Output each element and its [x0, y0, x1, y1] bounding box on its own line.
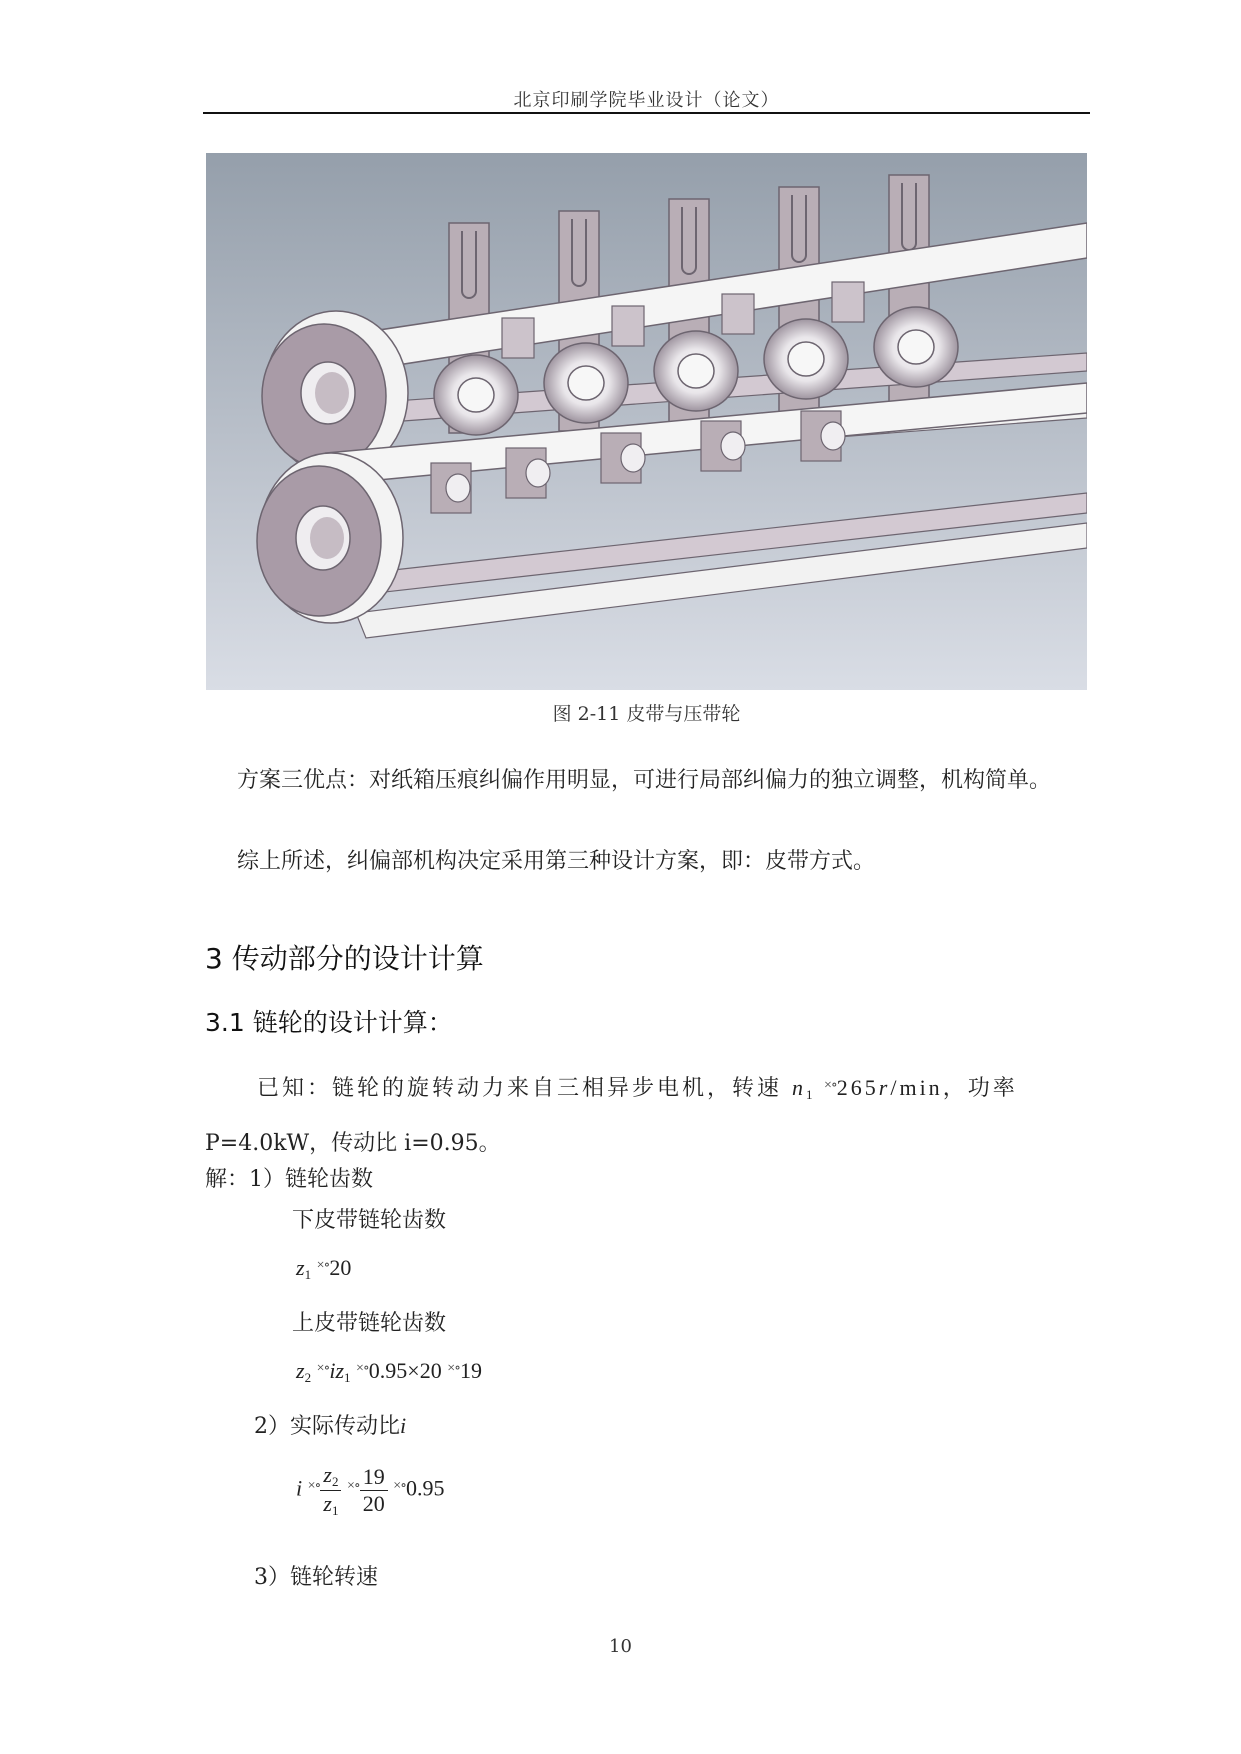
- z1-equation: $z_1$ ×∘20: [296, 1255, 352, 1282]
- ratio-fraction-z: $\frac{z_2}{z_1}$: [320, 1462, 341, 1519]
- step-3: 3）链轮转速: [254, 1565, 378, 1590]
- header-rule: [203, 112, 1090, 114]
- step-1: 解：1）链轮齿数: [205, 1167, 373, 1192]
- section-heading: 3 传动部分的设计计算: [205, 942, 484, 975]
- figure-caption: 图 2-11 皮带与压带轮: [552, 703, 741, 725]
- page-number: 10: [609, 1636, 632, 1657]
- belt-mechanism-illustration: [206, 153, 1087, 690]
- ratio-fraction-values: $\frac{19}{20}$: [360, 1464, 388, 1517]
- speed-formula: $n_1$ ×∘265r/min: [792, 1075, 943, 1102]
- z2-equation: $z_2$ $^{\times\circ}iz_1$ ×∘0.95×20 ×∘19: [296, 1358, 482, 1385]
- given-line-1: 已知：链轮的旋转动力来自三相异步电机，转速 $n_1$ ×∘265r/min，功率: [257, 1075, 1018, 1102]
- upper-sprocket-label: 上皮带链轮齿数: [292, 1311, 447, 1336]
- subsection-heading: 3.1 链轮的设计计算：: [205, 1008, 453, 1037]
- step-2: 2）实际传动比i: [254, 1413, 407, 1439]
- lower-sprocket-label: 下皮带链轮齿数: [292, 1208, 447, 1233]
- running-header: 北京印刷学院毕业设计（论文）: [513, 90, 780, 111]
- given-line-2: P=4.0kW，传动比 i=0.95。: [205, 1131, 501, 1156]
- lower-pulley: [257, 453, 403, 623]
- advantages-paragraph: 方案三优点：对纸箱压痕纠偏作用明显，可进行局部纠偏力的独立调整，机构简单。: [237, 768, 1052, 793]
- ratio-equation: i ×∘ $\frac{z_2}{z_1}$ ×∘ $\frac{19}{20}$ ×∘0.95: [296, 1462, 445, 1518]
- conclusion-paragraph: 综上所述，纠偏部机构决定采用第三种设计方案，即：皮带方式。: [237, 849, 876, 874]
- figure-belt-pressure-rollers: [206, 153, 1087, 690]
